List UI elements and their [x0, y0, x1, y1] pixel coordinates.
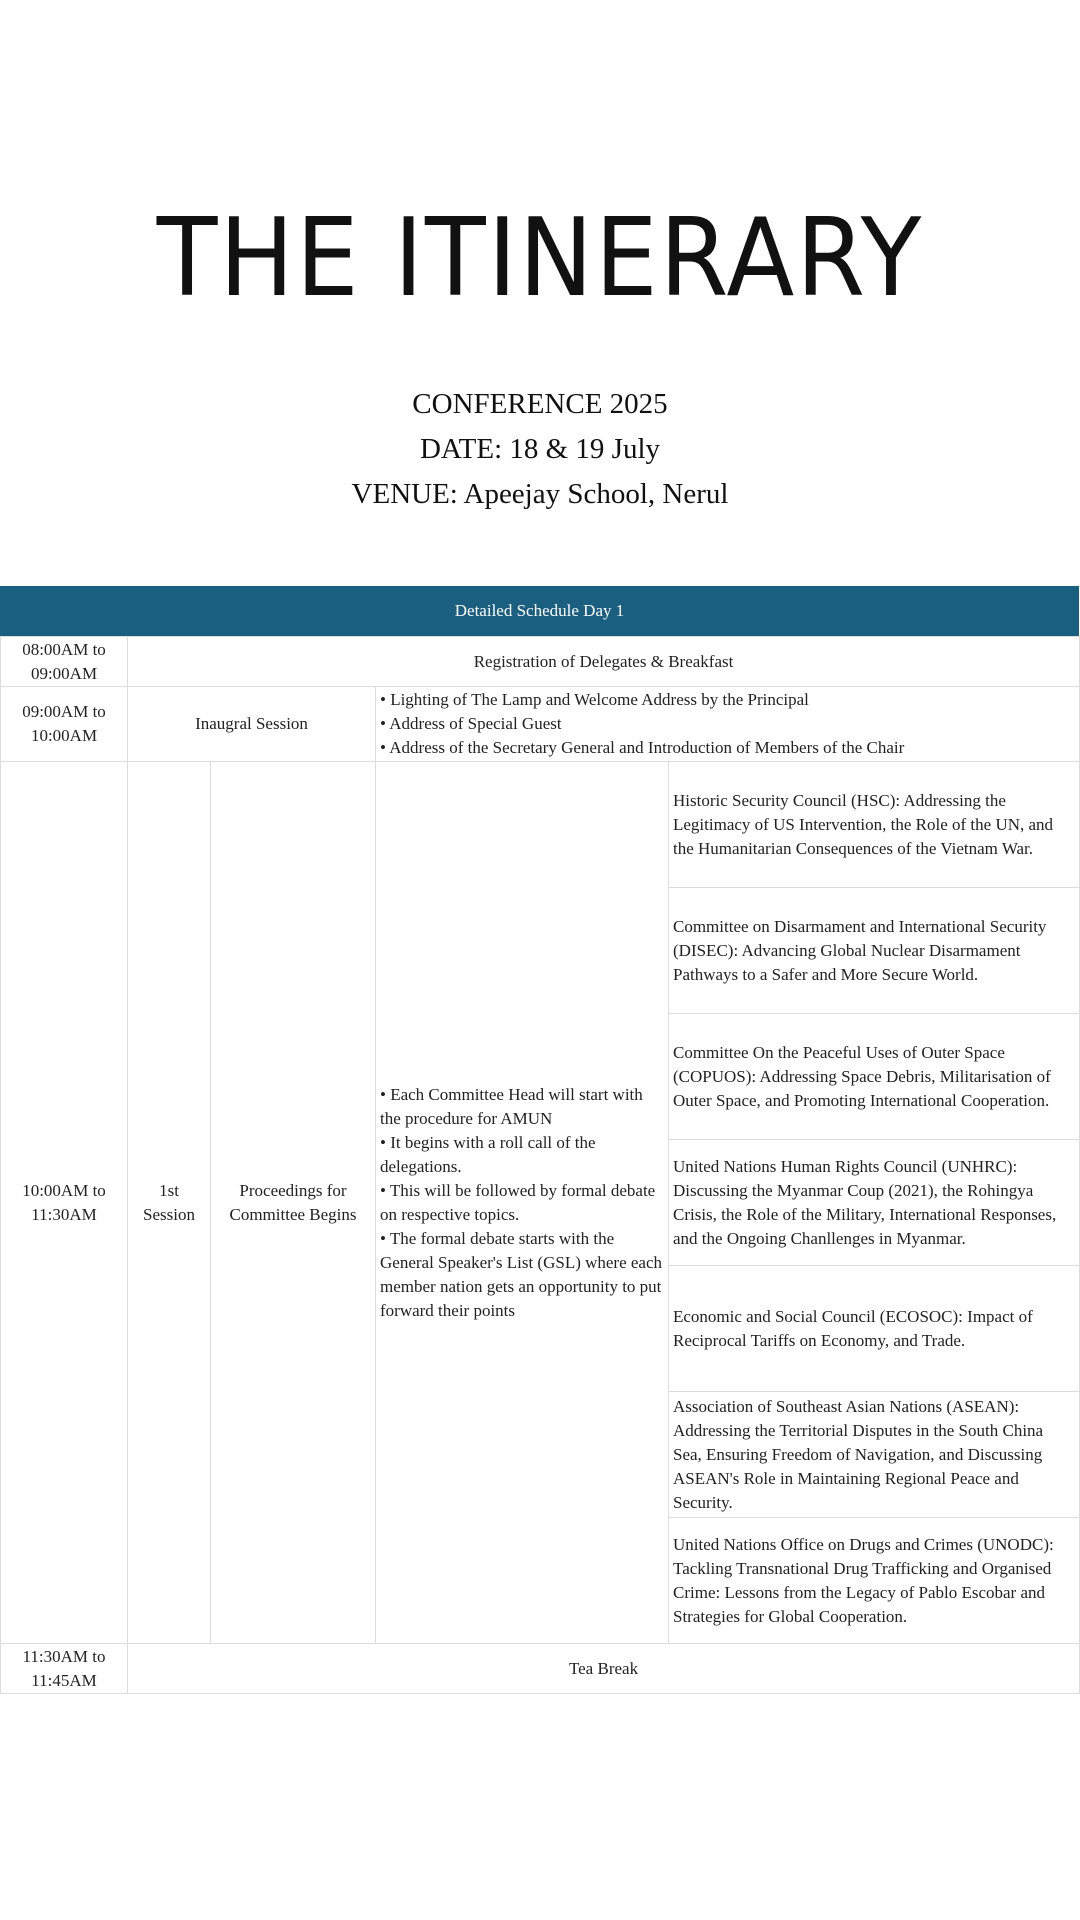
committee-ecosoc: Economic and Social Council (ECOSOC): Impact of Reciprocal Tariffs on Economy, and Trade.: [669, 1266, 1080, 1392]
committee-unodc: United Nations Office on Drugs and Crimes (UNODC): Tackling Transnational Drug Trafficking and Organised Crime: Lessons from the Legacy of Pablo Escobar and Strategies for Global Cooperation.: [669, 1518, 1080, 1644]
registration-event: Registration of Delegates & Breakfast: [128, 637, 1080, 687]
table-row-inaugural: [1, 687, 1080, 762]
procedure-item: • It begins with a roll call of the delegations.: [380, 1131, 664, 1179]
table-row-session1: [1, 762, 1080, 888]
schedule-table: [0, 636, 1080, 1694]
inaugural-detail-item: • Address of the Secretary General and Introduction of Members of the Chair: [380, 736, 1075, 760]
procedure-item: • The formal debate starts with the General Speaker's List (GSL) where each member nation gets an opportunity to put forward their points: [380, 1227, 664, 1323]
session1-event: Proceedings for Committee Begins: [211, 762, 376, 1644]
conference-venue: VENUE: Apeejay School, Nerul: [351, 478, 729, 510]
committee-disec: Committee on Disarmament and International Security (DISEC): Advancing Global Nuclear Disarmament Pathways to a Safer and More Secure World.: [669, 888, 1080, 1014]
committee-copuos: Committee On the Peaceful Uses of Outer Space (COPUOS): Addressing Space Debris, Militarisation of Outer Space, and Promoting International Cooperation.: [669, 1014, 1080, 1140]
procedure-item: • Each Committee Head will start with the procedure for AMUN: [380, 1083, 664, 1131]
table-row-tea: [1, 1644, 1080, 1694]
procedure-item: • This will be followed by formal debate on respective topics.: [380, 1179, 664, 1227]
page-title: THE ITINERARY: [156, 196, 924, 321]
committee-unhrc: United Nations Human Rights Council (UNHRC): Discussing the Myanmar Coup (2021), the Rohingya Crisis, the Role of the Military, International Responses, and the Ongoing Chanllenges in Myanmar.: [669, 1140, 1080, 1266]
registration-time: 08:00AM to 09:00AM: [1, 637, 128, 687]
conference-date: DATE: 18 & 19 July: [419, 433, 661, 465]
tea-event: Tea Break: [128, 1644, 1080, 1694]
table-row-registration: [1, 637, 1080, 687]
committee-hsc: Historic Security Council (HSC): Addressing the Legitimacy of US Intervention, the Role of the UN, and the Humanitarian Consequences of the Vietnam War.: [669, 762, 1080, 888]
inaugural-details: [376, 687, 1080, 762]
conference-name: CONFERENCE 2025: [412, 388, 668, 420]
session1-procedure: [376, 762, 669, 1644]
committee-asean: Association of Southeast Asian Nations (ASEAN): Addressing the Territorial Disputes in the South China Sea, Ensuring Freedom of Navigation, and Discussing ASEAN's Role in Maintaining Regional Peace and Security.: [669, 1392, 1080, 1518]
inaugural-detail-item: • Address of Special Guest: [380, 712, 1075, 736]
session1-time: 10:00AM to 11:30AM: [1, 762, 128, 1644]
inaugural-time: 09:00AM to 10:00AM: [1, 687, 128, 762]
schedule-header: Detailed Schedule Day 1: [0, 586, 1079, 636]
session1-label: 1st Session: [128, 762, 211, 1644]
inaugural-event: Inaugral Session: [128, 687, 376, 762]
inaugural-detail-item: • Lighting of The Lamp and Welcome Address by the Principal: [380, 688, 1075, 712]
tea-time: 11:30AM to 11:45AM: [1, 1644, 128, 1694]
